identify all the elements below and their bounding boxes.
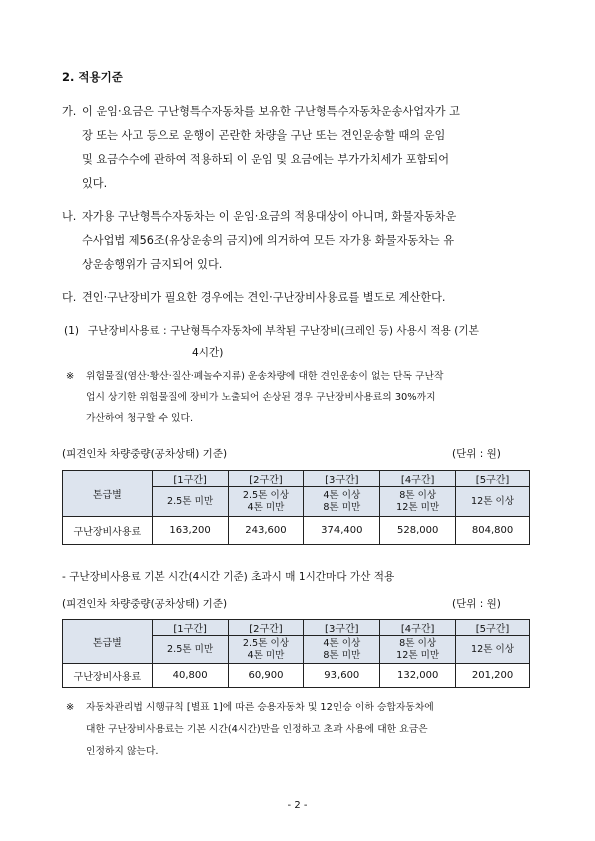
range-line: 4톤 이상 (323, 637, 361, 649)
note-mark: ※ (66, 702, 75, 713)
fee-table-1 (62, 470, 530, 545)
value-cell: 374,400 (304, 517, 380, 545)
column-range (456, 636, 530, 664)
item-line: 이 운임·요금은 구난형특수자동차를 보유한 구난형특수자동차운송사업자가 고 (82, 105, 460, 118)
range-line: 4톤 이상 (323, 489, 361, 501)
range-line: 12톤 미만 (396, 501, 440, 513)
column-range (304, 636, 380, 664)
value-cell: 528,000 (380, 517, 456, 545)
item-line: 수사업법 제56조(유상운송의 금지)에 의거하여 모든 자가용 화물자동차는 유 (82, 234, 455, 247)
column-label: [4구간] (380, 471, 456, 487)
value-cell: 132,000 (380, 664, 456, 688)
column-range (152, 487, 228, 517)
item-line: 자가용 구난형특수자동차는 이 운임·요금의 적용대상이 아니며, 화물자동차운 (82, 210, 457, 223)
column-label: [3구간] (304, 620, 380, 636)
range-line: 8톤 미만 (323, 501, 361, 513)
value-cell: 201,200 (456, 664, 530, 688)
table-caption: (피견인차 차량중량(공차상태) 기준) (62, 448, 228, 460)
column-range (304, 487, 380, 517)
row-header-cell: 톤급별 (63, 620, 153, 664)
sub-item-line: 4시간) (192, 347, 224, 359)
item-line: 및 요금수수에 관하여 적용하되 이 운임 및 요금에는 부가가치세가 포함되어 (82, 153, 450, 166)
extra-line: - 구난장비사용료 기본 시간(4시간 기준) 초과시 매 1시간마다 가산 적용 (62, 571, 395, 583)
row-label: 구난장비사용료 (63, 517, 153, 545)
note-line: 대한 구난장비사용료는 기본 시간(4시간)만을 인정하고 초과 사용에 대한 요금은 (86, 724, 428, 735)
value-cell: 804,800 (456, 517, 530, 545)
sub-item-line: 구난장비사용료 : 구난형특수자동차에 부착된 구난장비(크레인 등) 사용시 적용 (기본 (88, 325, 479, 337)
column-label: [2구간] (228, 471, 304, 487)
item-marker: 다. (62, 291, 77, 304)
column-label: [3구간] (304, 471, 380, 487)
note-line: 자동차관리법 시행규칙 [별표 1]에 따른 승용자동차 및 12인승 이하 승합자동차에 (86, 702, 434, 713)
row-label: 구난장비사용료 (63, 664, 153, 688)
sub-item-marker: (1) (64, 325, 80, 337)
column-label: [5구간] (456, 471, 530, 487)
range-line: 2.5톤 미만 (167, 495, 214, 507)
item-marker: 나. (62, 210, 77, 223)
range-line: 2.5톤 이상 (242, 637, 290, 649)
table-caption: (피견인차 차량중량(공차상태) 기준) (62, 598, 228, 610)
column-label: [2구간] (228, 620, 304, 636)
item-line: 있다. (82, 177, 108, 190)
value-cell: 93,600 (304, 664, 380, 688)
note-mark: ※ (66, 371, 75, 382)
value-cell: 40,800 (152, 664, 228, 688)
column-label: [4구간] (380, 620, 456, 636)
note-line: 인정하지 않는다. (86, 746, 159, 757)
value-cell: 163,200 (152, 517, 228, 545)
column-range (228, 636, 304, 664)
column-label: [1구간] (152, 471, 228, 487)
range-line: 8톤 이상 (399, 637, 437, 649)
column-label: [1구간] (152, 620, 228, 636)
item-line: 견인·구난장비가 필요한 경우에는 견인·구난장비사용료를 별도로 계산한다. (82, 291, 446, 304)
item-line: 상운송행위가 금지되어 있다. (82, 258, 223, 271)
range-line: 8톤 미만 (323, 649, 361, 661)
value-cell: 60,900 (228, 664, 304, 688)
range-line: 4톤 미만 (247, 501, 285, 513)
range-line: 2.5톤 미만 (167, 643, 214, 655)
note-line: 가산하여 청구할 수 있다. (86, 413, 194, 424)
page-number: - 2 - (287, 800, 308, 811)
note-line: 위험물질(염산·황산·질산·폐놀수지류) 운송차량에 대한 견인운송이 없는 단독 구난작 (86, 371, 444, 382)
item-marker: 가. (62, 105, 77, 118)
item-line: 장 또는 사고 등으로 운행이 곤란한 차량을 구난 또는 견인운송할 때의 운임 (82, 129, 446, 142)
note-line: 업시 상기한 위험물질에 장비가 노출되어 손상된 경우 구난장비사용료의 30%까지 (86, 392, 436, 403)
column-range (228, 487, 304, 517)
column-range (380, 487, 456, 517)
table-unit: (단위 : 원) (452, 448, 501, 460)
value-cell: 243,600 (228, 517, 304, 545)
column-range (152, 636, 228, 664)
row-header-cell: 톤급별 (63, 471, 153, 517)
section-title: 2. 적용기준 (62, 70, 123, 84)
fee-table-2 (62, 619, 530, 688)
range-line: 8톤 이상 (399, 489, 437, 501)
column-label: [5구간] (456, 620, 530, 636)
column-range (456, 487, 530, 517)
range-line: 12톤 미만 (396, 649, 440, 661)
range-line: 12톤 이상 (471, 495, 515, 507)
table-unit: (단위 : 원) (452, 598, 501, 610)
range-line: 2.5톤 이상 (242, 489, 290, 501)
column-range (380, 636, 456, 664)
range-line: 12톤 이상 (471, 643, 515, 655)
range-line: 4톤 미만 (247, 649, 285, 661)
